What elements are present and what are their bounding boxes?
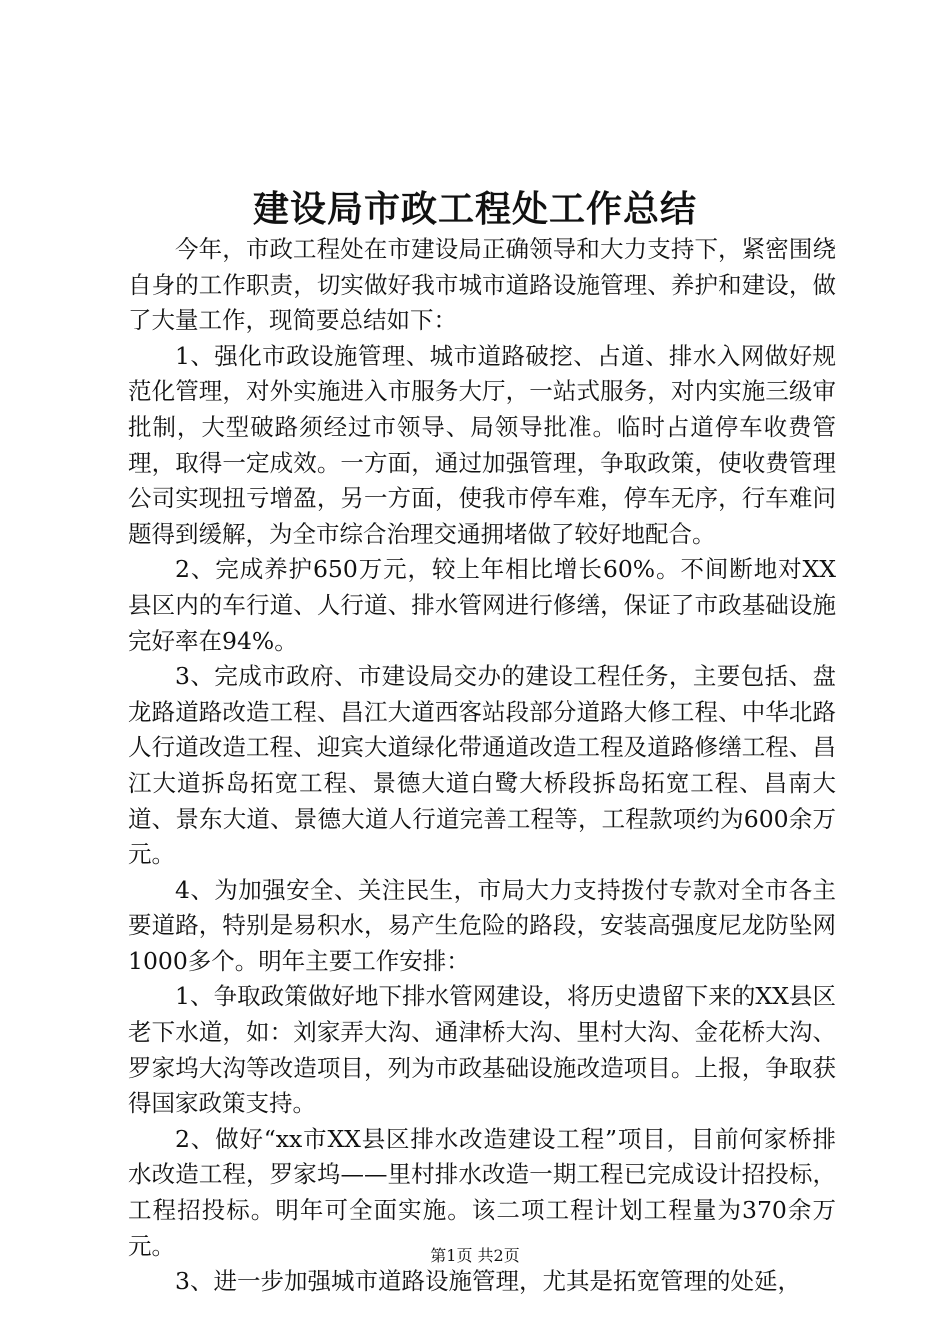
document-title: 建设局市政工程处工作总结 <box>252 188 697 230</box>
page-footer: 第1页 共2页 <box>430 1246 520 1265</box>
paragraph-item-1: 1、强化市政设施管理、城市道路破挖、占道、排水入网做好规范化管理，对外实施进入市服务大厅，一站式服务，对内实施三级审批制，大型破路须经过市领导、局领导批准。临时占道停车收费管理，取得一定成效。一方面，通过加强管理，争取政策，使收费管理公司实现扭亏增盈，另一方面，使我市停车难，停车无序，行车难问题得到缓解，为全市综合治理交通拥堵做了较好地配合。 <box>128 341 836 548</box>
paragraph-item-4: 4、为加强安全、关注民生，市局大力支持拨付专款对全市各主要道路，特别是易积水，易产生危险的路段，安装高强度尼龙防坠网1000多个。明年主要工作安排： <box>128 875 836 975</box>
paragraph-plan-2: 2、做好“xx市XX县区排水改造建设工程”项目，目前何家桥排水改造工程，罗家坞——里村排水改造一期工程已完成设计招投标，工程招投标。明年可全面实施。该二项工程计划工程量为370余万元。 <box>128 1124 836 1260</box>
paragraph-item-2: 2、完成养护650万元，较上年相比增长60%。不间断地对XX县区内的车行道、人行道、排水管网进行修缮，保证了市政基础设施完好率在94%。 <box>128 555 836 655</box>
paragraph-item-3: 3、完成市政府、市建设局交办的建设工程任务，主要包括、盘龙路道路改造工程、昌江大道西客站段部分道路大修工程、中华北路人行道改造工程、迎宾大道绿化带通道改造工程及道路修缮工程、昌江大道拆岛拓宽工程、景德大道白鹭大桥段拆岛拓宽工程、昌南大道、景东大道、景德大道人行道完善工程等，工程款项约为600余万元。 <box>128 662 836 869</box>
paragraph-intro: 今年，市政工程处在市建设局正确领导和大力支持下，紧密围绕自身的工作职责，切实做好我市城市道路设施管理、养护和建设，做了大量工作，现简要总结如下： <box>128 235 836 335</box>
document-body <box>128 232 836 1300</box>
paragraph-plan-3: 3、进一步加强城市道路设施管理，尤其是拓宽管理的处延， <box>175 1267 801 1296</box>
paragraph-plan-1: 1、争取政策做好地下排水管网建设，将历史遗留下来的XX县区老下水道，如：刘家弄大沟、通津桥大沟、里村大沟、金花桥大沟、罗家坞大沟等改造项目，列为市政基础设施改造项目。上报，争取获得国家政策支持。 <box>128 982 836 1118</box>
